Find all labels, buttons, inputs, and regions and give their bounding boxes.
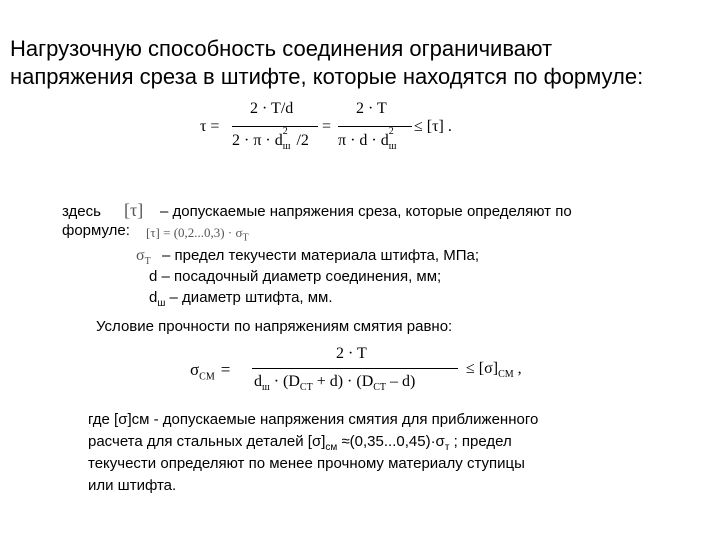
crush-lhs: $\sigma_{CM}$ = [190, 360, 231, 383]
sigma-description: – предел текучести материала штифта, МПа; [162, 247, 480, 264]
dsh-line: $d_ш$ – диаметр штифта, мм. [149, 289, 333, 309]
shear-frac1-numerator: 2 · T/d [250, 100, 294, 117]
heading-line-2: напряжения среза в штифте, которые находятся по формуле: [10, 64, 644, 89]
footer-line-4: или штифта. [88, 477, 177, 494]
shear-frac1-bar [232, 126, 318, 127]
tau-symbol: [τ] [124, 200, 144, 220]
shear-equals: = [322, 118, 332, 135]
crush-numerator: 2 · T [336, 345, 367, 362]
formula-word: формуле: [62, 222, 130, 239]
shear-tail: ≤ [τ] . [414, 118, 452, 135]
footer-line-1: где [σ]см - допускаемые напряжения смятия для приближенного [88, 411, 539, 428]
here-word: здесь [62, 203, 101, 220]
d-description: d – посадочный диаметр соединения, мм; [149, 268, 442, 285]
crush-denominator: $d_ш \cdot (D_{CT} + d) \cdot (D_{CT} - d)$ [254, 373, 416, 394]
crush-fraction-bar [252, 368, 458, 369]
footer-line-2: расчета для стальных деталей $[\sigma]_{см} \approx(0,35...0,45)\cdot\sigma_т$ ; предел [88, 433, 512, 453]
shear-frac2-numerator: 2 · T [356, 100, 387, 117]
footer-line-3: текучести определяют по менее прочному материалу ступицы [88, 455, 525, 472]
tau-formula-inline: $[\tau] = (0,2...0,3) \cdot \sigma_T$ [146, 225, 249, 244]
crush-tail: ≤ $[\sigma]_{CM}$ , [466, 360, 522, 381]
sigma-symbol: $\sigma_T$ [136, 247, 151, 268]
shear-frac2-bar [338, 126, 412, 127]
shear-frac2-denominator: $\pi \cdot d \cdot d_ш$ 2 [338, 126, 397, 153]
heading-line-1: Нагрузочную способность соединения ограничивают [10, 36, 553, 61]
shear-lhs: τ = [200, 118, 220, 135]
crush-condition: Условие прочности по напряжениям смятия равно: [96, 318, 453, 335]
shear-frac1-denominator: $2 \cdot \pi \cdot d_ш$ 2 /2 [232, 126, 309, 153]
tau-description: – допускаемые напряжения среза, которые определяют по [160, 203, 572, 220]
